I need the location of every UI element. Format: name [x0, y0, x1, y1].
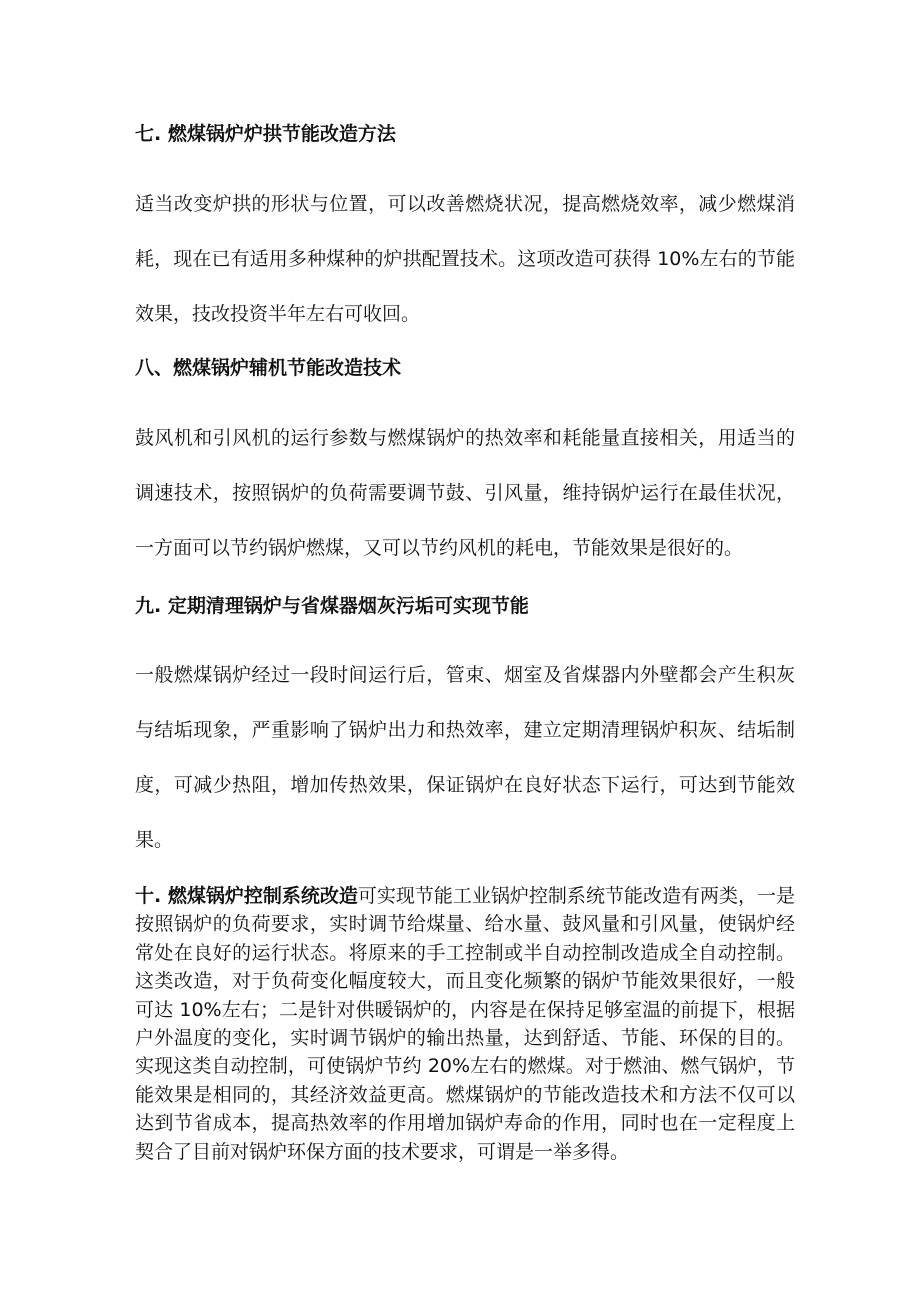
section-7-heading: 七. 燃煤锅炉炉拱节能改造方法 — [135, 123, 396, 145]
section-10-body: 可实现节能工业锅炉控制系统节能改造有两类，一是按照锅炉的负荷要求，实时调节给煤量、给水量、鼓风量和引风量，使锅炉经常处在良好的运行状态。将原来的手工控制或半自动控制改造成全自动控制。这类改造，对于负荷变化幅度较大，而且变化频繁的锅炉节能效果很好，一般可达 10%左右；二是针对供暖锅炉的，内容是在保持足够室温的前提下，根据户外温度的变化，实时调节锅炉的输出热量，达到舒适、节能、环保的目的。实现这类自动控制，可使锅炉节约 20%左右的燃煤。对于燃油、燃气锅炉，节能效果是相同的，其经济效益更高。燃煤锅炉的节能改造技术和方法不仅可以达到节省成本，提高热效率的作用增加锅炉寿命的作用，同时也在一定程度上契合了目前对锅炉环保方面的技术要求，可谓是一举多得。 — [135, 885, 795, 1163]
section-8-heading: 八、燃煤锅炉辅机节能改造技术 — [135, 357, 402, 379]
section-7-body: 适当改变炉拱的形状与位置，可以改善燃烧状况，提高燃烧效率，减少燃煤消耗，现在已有适用多种煤种的炉拱配置技术。这项改造可获得 10%左右的节能效果，技改投资半年左右可收回。 — [135, 193, 795, 325]
section-8-body: 鼓风机和引风机的运行参数与燃煤锅炉的热效率和耗能量直接相关，用适当的调速技术，按照锅炉的负荷需要调节鼓、引风量，维持锅炉运行在最佳状况，一方面可以节约锅炉燃煤，又可以节约风机的耗电，节能效果是很好的。 — [135, 427, 795, 559]
section-10-heading: 十. 燃煤锅炉控制系统改造 — [135, 885, 358, 907]
section-9-heading: 九. 定期清理锅炉与省煤器烟灰污垢可实现节能 — [135, 595, 529, 617]
section-10 — [135, 882, 795, 1166]
section-9-body: 一般燃煤锅炉经过一段时间运行后，管束、烟室及省煤器内外壁都会产生积灰与结垢现象，严重影响了锅炉出力和热效率，建立定期清理锅炉积灰、结垢制度，可减少热阻，增加传热效果，保证锅炉在良好状态下运行，可达到节能效果。 — [135, 664, 795, 851]
